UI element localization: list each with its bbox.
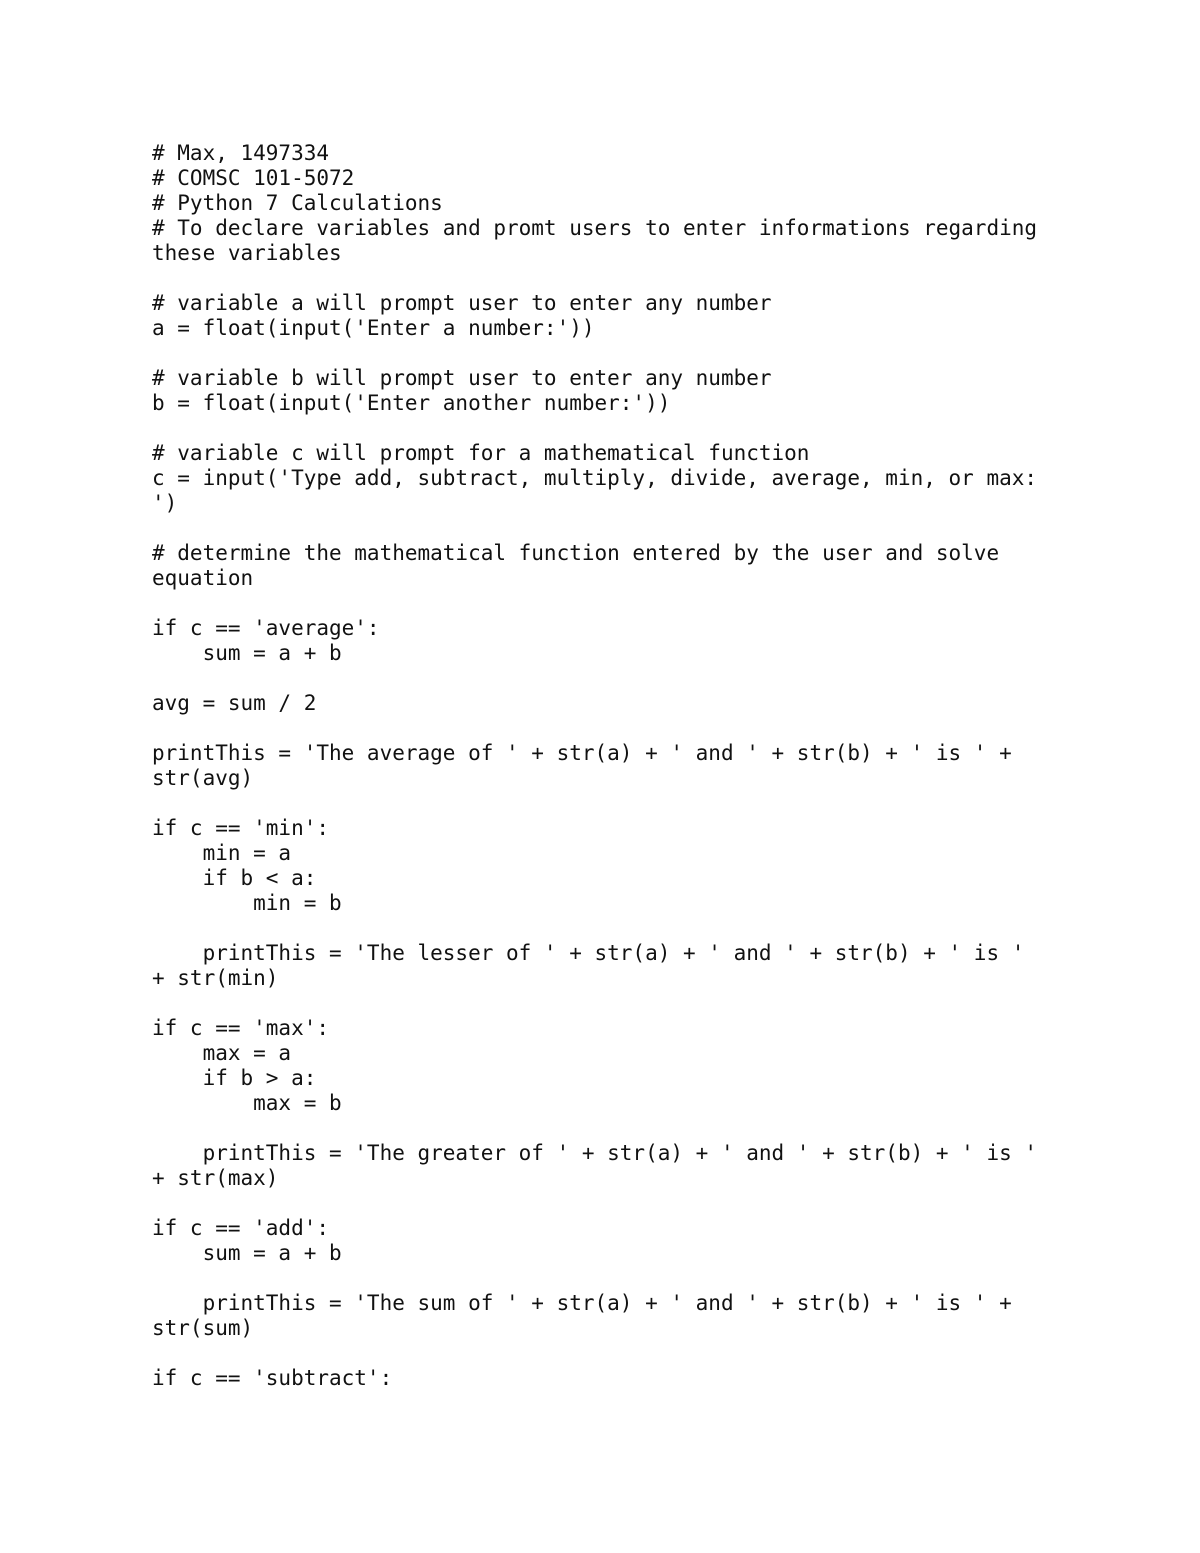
code-line: # variable c will prompt for a mathematical function [152, 441, 810, 465]
code-line: max = b [152, 1091, 342, 1115]
code-line [152, 266, 1052, 291]
code-line: printThis = 'The lesser of ' + str(a) + ' and ' + str(b) + ' is ' [152, 941, 1025, 965]
code-line: if c == 'subtract': [152, 1366, 393, 1390]
code-line [152, 1266, 1052, 1291]
code-line: min = b [152, 891, 342, 915]
code-line [152, 1341, 1052, 1366]
code-line: # Max, 1497334 [152, 141, 330, 165]
code-line: min = a [152, 841, 292, 865]
code-listing [152, 141, 1052, 1391]
code-line [152, 1191, 1052, 1216]
code-line: # COMSC 101-5072 [152, 166, 355, 190]
code-line: # Python 7 Calculations [152, 191, 443, 215]
code-line: if b > a: [152, 1066, 317, 1090]
code-line: if b < a: [152, 866, 317, 890]
code-line: b = float(input('Enter another number:')) [152, 391, 671, 415]
code-line: if c == 'average': [152, 616, 380, 640]
code-line [152, 916, 1052, 941]
code-line: c = input('Type add, subtract, multiply, divide, average, min, or max: [152, 466, 1038, 490]
code-line: str(avg) [152, 766, 254, 790]
code-line: if c == 'max': [152, 1016, 330, 1040]
code-line: these variables [152, 241, 342, 265]
code-line [152, 991, 1052, 1016]
code-line: if c == 'min': [152, 816, 330, 840]
code-line [152, 416, 1052, 441]
code-line: # determine the mathematical function entered by the user and solve [152, 541, 1000, 565]
code-line: if c == 'add': [152, 1216, 330, 1240]
code-line: avg = sum / 2 [152, 691, 317, 715]
code-line: a = float(input('Enter a number:')) [152, 316, 595, 340]
code-line: max = a [152, 1041, 292, 1065]
code-line: printThis = 'The greater of ' + str(a) + ' and ' + str(b) + ' is ' [152, 1141, 1038, 1165]
code-line: str(sum) [152, 1316, 254, 1340]
code-line [152, 516, 1052, 541]
code-line: printThis = 'The sum of ' + str(a) + ' and ' + str(b) + ' is ' + [152, 1291, 1012, 1315]
code-line: printThis = 'The average of ' + str(a) + ' and ' + str(b) + ' is ' + [152, 741, 1012, 765]
code-line: ') [152, 491, 178, 515]
code-line: + str(min) [152, 966, 279, 990]
code-line: sum = a + b [152, 641, 342, 665]
code-line [152, 716, 1052, 741]
code-line [152, 341, 1052, 366]
code-line: # variable b will prompt user to enter any number [152, 366, 772, 390]
code-line: # To declare variables and promt users to enter informations regarding [152, 216, 1038, 240]
code-line [152, 1116, 1052, 1141]
code-line [152, 791, 1052, 816]
code-line [152, 666, 1052, 691]
code-line [152, 591, 1052, 616]
code-line: + str(max) [152, 1166, 279, 1190]
code-line: equation [152, 566, 254, 590]
code-line: # variable a will prompt user to enter any number [152, 291, 772, 315]
code-line: sum = a + b [152, 1241, 342, 1265]
